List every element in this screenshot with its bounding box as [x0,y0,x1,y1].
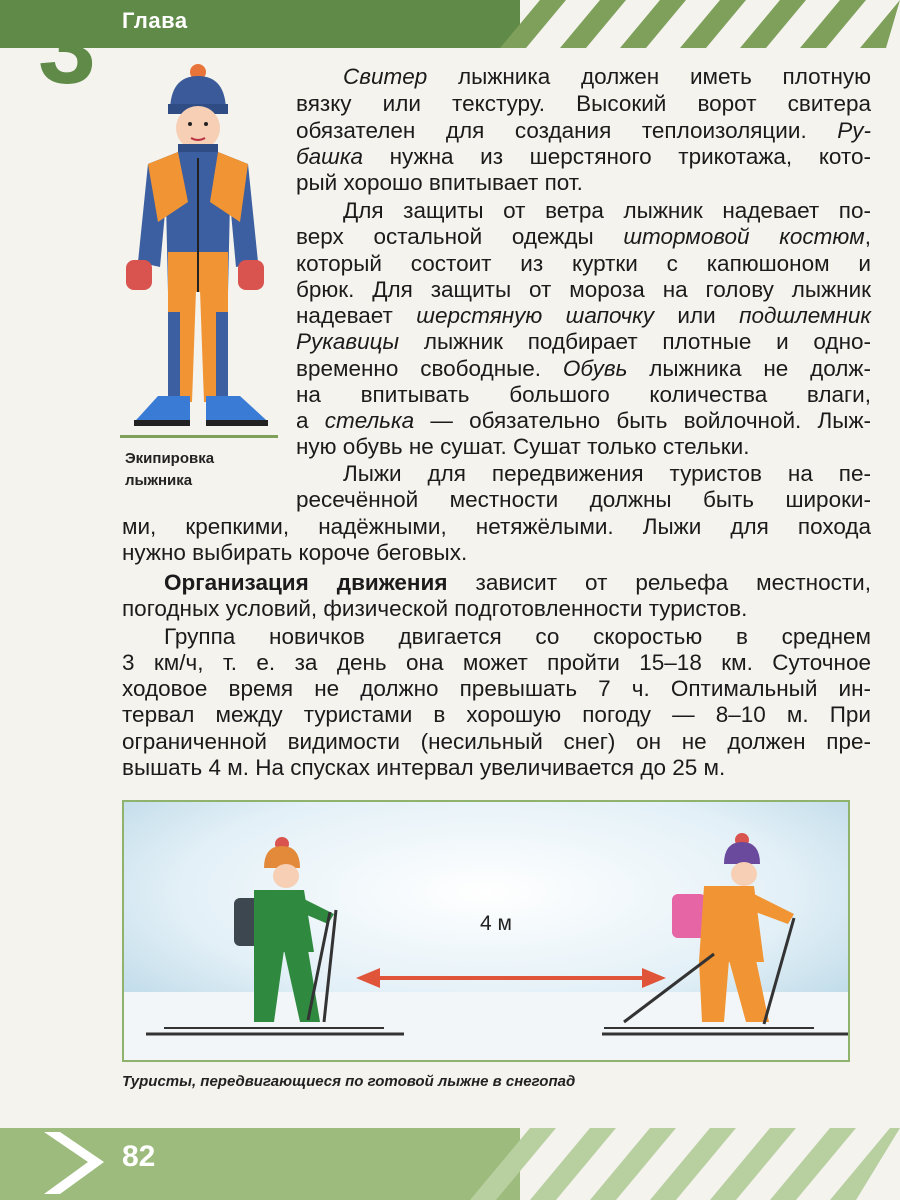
text-line: на впитывать большого количества влаги, [296,382,871,407]
text-line: брюк. Для защиты от мороза на голову лыжник [296,277,871,302]
text-line: Для защиты от ветра лыжник надевает по- [343,198,871,223]
italic-term: Обувь [562,356,628,381]
figure1-caption-line1: Экипировка [125,450,215,467]
text-line: а стелька — обязательно быть войлочной. Лыж- [296,408,871,433]
italic-term: шерстяную шапочку [416,303,655,328]
text-line: надевает шерстяную шапочку или подшлемник [296,303,871,328]
text-line: вышать 4 м. На спусках интервал увеличивается до 25 м. [122,755,726,780]
text-line: Рукавицы лыжник подбирает плотные и одно- [296,329,871,354]
page-number: 82 [122,1140,156,1173]
text-line: который состоит из куртки с капюшоном и [296,251,871,276]
italic-term: Рукавицы [296,329,400,354]
italic-term: стелька [324,408,415,433]
text-line: Лыжи для передвижения туристов на пе- [343,461,871,486]
text-line: Группа новичков двигается со скоростью в среднем [164,624,871,649]
text-line: вязку или текстуру. Высокий ворот свитера [296,91,871,116]
italic-term: Ру- [837,118,871,143]
figure2-caption: Туристы, передвигающиеся по готовой лыжне в снегопад [122,1073,576,1090]
italic-term: башка [296,144,363,169]
skier-equipment-illustration [118,62,278,432]
italic-term: Свитер [343,64,428,89]
text-line: погодных условий, физической подготовленности туристов. [122,596,748,621]
figure1-caption-line2: лыжника [125,472,193,489]
distance-label: 4 м [480,912,512,935]
text-line: башка нужна из шерстяного трикотажа, кото- [296,144,871,169]
text-line: ходовое время не должно превышать 7 ч. Оптимальный ин- [122,676,871,701]
text-line: нужно выбирать короче беговых. [122,540,468,565]
text-line: верх остальной одежды штормовой костюм, [296,224,871,249]
italic-term: штормовой костюм [623,224,865,249]
caption-rule [120,435,278,438]
italic-term: подшлемник [739,303,871,328]
text-line: Свитер лыжника должен иметь плотную [343,64,871,89]
chapter-number: 3 [38,0,96,106]
text-line: тервал между туристами в хорошую погоду — 8–10 м. При [122,702,871,727]
chapter-label: Глава [122,8,188,33]
text-line: обязателен для создания теплоизоляции. Ру- [296,118,871,143]
text-line: рый хорошо впитывает пот. [296,170,583,195]
bold-term: Организация движения [164,570,448,595]
text-line: ми, крепкими, надёжными, нетяжёлыми. Лыжи для похода [122,514,871,539]
text-line: Организация движения зависит от рельефа местности, [164,570,871,595]
figure1-caption [125,448,275,492]
text-line: ную обувь не сушат. Сушат только стельки. [296,434,750,459]
text-line: ограниченной видимости (несильный снег) он не должен пре- [122,729,871,754]
text-line: 3 км/ч, т. е. за день она может пройти 15–18 км. Суточное [122,650,871,675]
text-line: временно свободные. Обувь лыжника не долж- [296,356,871,381]
text-line: ресечённой местности должны быть широки- [296,487,871,512]
